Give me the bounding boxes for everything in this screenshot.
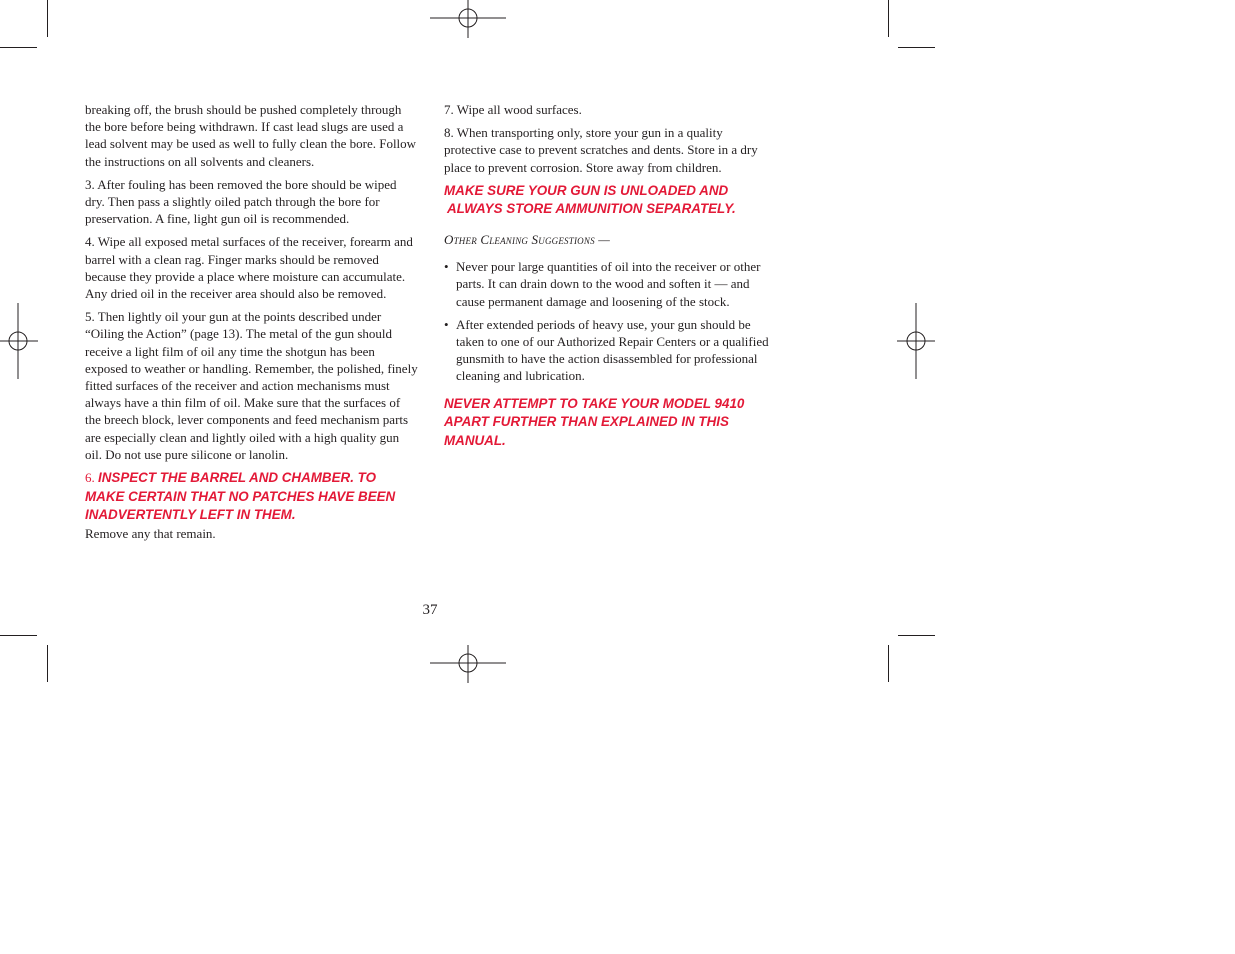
paragraph-continued: breaking off, the brush should be pushed completely through the bore before being withdrawn. If cast lead slugs are used a lead solvent may be used as well to fully clean the bore. Follow the instructions on all solvents and cleaners. (85, 102, 417, 169)
list-item-text: After extended periods of heavy use, your gun should be taken to one of our Authorized Repair Centers or a qualified gunsmith to have the action disassembled for professional cleaning and lubrication. (456, 316, 769, 384)
paragraph-step-7: 7. Wipe all wood surfaces. (444, 102, 582, 117)
crop-mark-top-left-horizontal (0, 47, 37, 48)
list-item (444, 258, 770, 310)
crop-mark-top-right-vertical (888, 0, 889, 37)
registration-mark-bottom (430, 645, 506, 683)
crop-mark-top-left-vertical (47, 0, 48, 37)
registration-mark-left (0, 303, 38, 379)
registration-mark-right (897, 303, 935, 379)
page-number: 37 (422, 602, 438, 618)
section-heading: Other Cleaning Suggestions — (444, 232, 610, 247)
step-6-warning: INSPECT THE BARREL AND CHAMBER. TO MAKE CERTAIN THAT NO PATCHES HAVE BEEN INADVERTENTLY LEFT IN THEM. (85, 470, 396, 523)
crop-mark-bottom-right-vertical (888, 645, 889, 682)
step-6-followup: Remove any that remain. (85, 525, 216, 541)
storage-warning: MAKE SURE YOUR GUN IS UNLOADED AND ALWAYS STORE AMMUNITION SEPARATELY. (444, 182, 736, 217)
left-column (85, 101, 419, 548)
step-6-number: 6. (85, 470, 95, 486)
paragraph-step-4: 4. Wipe all exposed metal surfaces of the receiver, forearm and barrel with a clean rag. Finger marks should be removed because they provide a place where moisture can accumulate. Any dried oil in the receiver area should also be removed. (85, 234, 413, 302)
crop-mark-bottom-right-horizontal (898, 635, 935, 636)
crop-mark-top-right-horizontal (898, 47, 935, 48)
registration-mark-top (430, 0, 506, 38)
paragraph-step-3: 3. After fouling has been removed the bore should be wiped dry. Then pass a slightly oiled patch through the bore for preservation. A fine, light gun oil is recommended. (85, 176, 397, 227)
disassembly-warning: NEVER ATTEMPT TO TAKE YOUR MODEL 9410 APART FURTHER THAN EXPLAINED IN THIS MANUAL. (444, 395, 745, 448)
right-column (444, 101, 770, 458)
step-6-block (85, 469, 419, 525)
crop-mark-bottom-left-horizontal (0, 635, 37, 636)
crop-mark-bottom-left-vertical (47, 645, 48, 682)
bullet-icon: • (444, 259, 449, 275)
paragraph-step-5: 5. Then lightly oil your gun at the points described under “Oiling the Action” (page 13). The metal of the gun should receive a light film of oil any time the shotgun has been exposed to weather or handling. Remember, the polished, finely fitted surfaces of the receiver and action mechanisms must always have a thin film of oil. Make sure that the surfaces of the breech block, lever components and feed mechanism parts are especially clean and lightly oiled with a high quality gun oil. Do not use pure silicone or lanolin. (85, 309, 418, 462)
bullet-icon: • (444, 316, 449, 332)
list-item (444, 316, 770, 385)
paragraph-step-8: 8. When transporting only, store your gun in a quality protective case to prevent scratches and dents. Store in a dry place to prevent corrosion. Store away from children. (444, 125, 758, 175)
list-item-text: Never pour large quantities of oil into the receiver or other parts. It can drain down to the wood and soften it — and cause permanent damage and loosening of the stock. (456, 259, 761, 309)
